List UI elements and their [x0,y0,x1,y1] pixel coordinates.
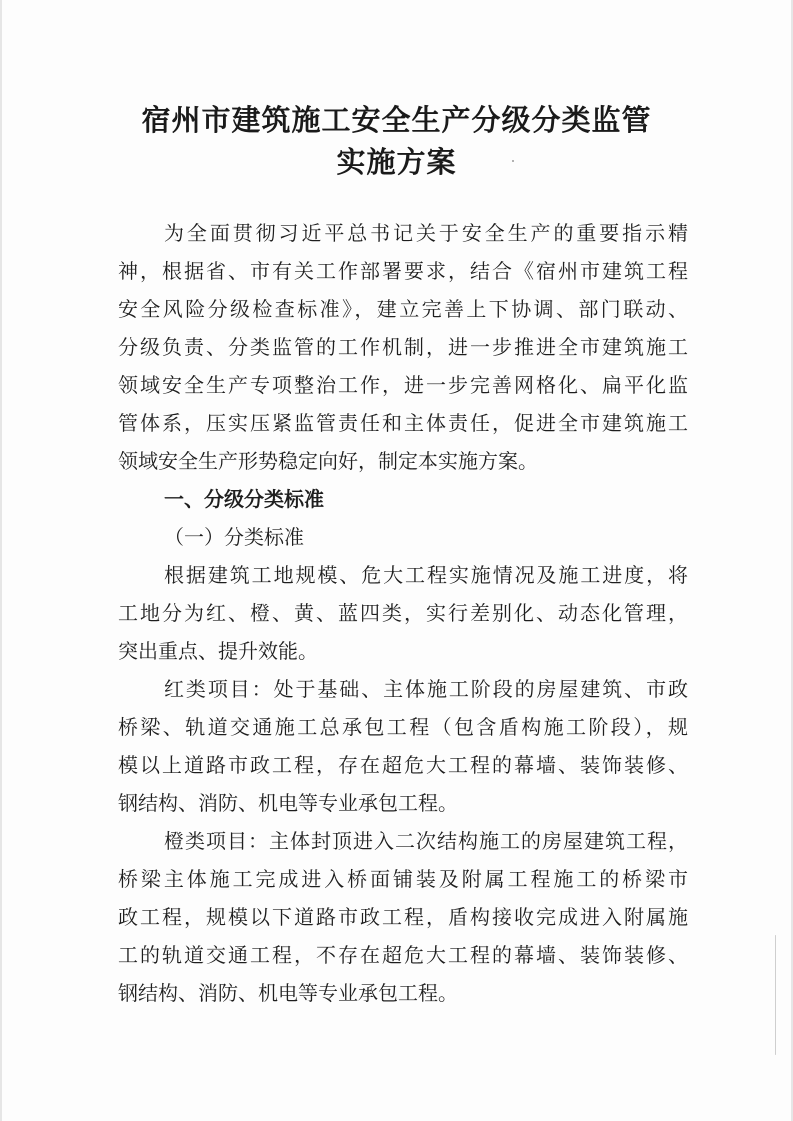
paragraph-line: 领域安全生产专项整治工作，进一步完善网格化、扁平化监 [118,373,688,397]
paragraph-line: 管体系，压实压紧监管责任和主体责任，促进全市建筑施工 [118,411,688,435]
paragraph-line: 安全风险分级检查标准》，建立完善上下协调、部门联动、 [118,297,688,321]
paragraph-line: 突出重点、提升效能。 [118,639,318,663]
scan-edge-mark [775,935,776,1055]
subsection-heading: （一）分类标准 [164,525,304,549]
paragraph-line: 领域安全生产形势稳定向好，制定本实施方案。 [118,449,538,473]
paragraph-line: 为全面贯彻习近平总书记关于安全生产的重要指示精 [164,221,688,245]
paragraph-line: 模以上道路市政工程，存在超危大工程的幕墙、装饰装修、 [118,753,688,777]
paragraph-line: 政工程，规模以下道路市政工程，盾构接收完成进入附属施 [118,905,688,929]
paragraph-line: 桥梁、轨道交通施工总承包工程（包含盾构施工阶段），规 [118,715,688,739]
paragraph-line: 根据建筑工地规模、危大工程实施情况及施工进度，将 [164,563,688,587]
paragraph-line: 神，根据省、市有关工作部署要求，结合《宿州市建筑工程 [118,259,688,283]
document-title-line-2: 实施方案 [336,145,457,179]
paragraph-line: 分级负责、分类监管的工作机制，进一步推进全市建筑施工 [118,335,688,359]
paragraph-line: 橙类项目：主体封顶进入二次结构施工的房屋建筑工程， [164,829,688,853]
section-heading: 一、分级分类标准 [164,487,324,511]
paragraph-line: 钢结构、消防、机电等专业承包工程。 [118,791,458,815]
document-title-line-1: 宿州市建筑施工安全生产分级分类监管 [141,103,652,137]
document-body [118,214,688,1012]
paragraph-line: 红类项目：处于基础、主体施工阶段的房屋建筑、市政 [164,677,688,701]
paragraph-line: 工地分为红、橙、黄、蓝四类，实行差别化、动态化管理， [118,601,688,625]
paragraph-line: 工的轨道交通工程，不存在超危大工程的幕墙、装饰装修、 [118,943,688,967]
paragraph-line: 钢结构、消防、机电等专业承包工程。 [118,981,458,1005]
paragraph-line: 桥梁主体施工完成进入桥面铺装及附属工程施工的桥梁市 [118,867,688,891]
